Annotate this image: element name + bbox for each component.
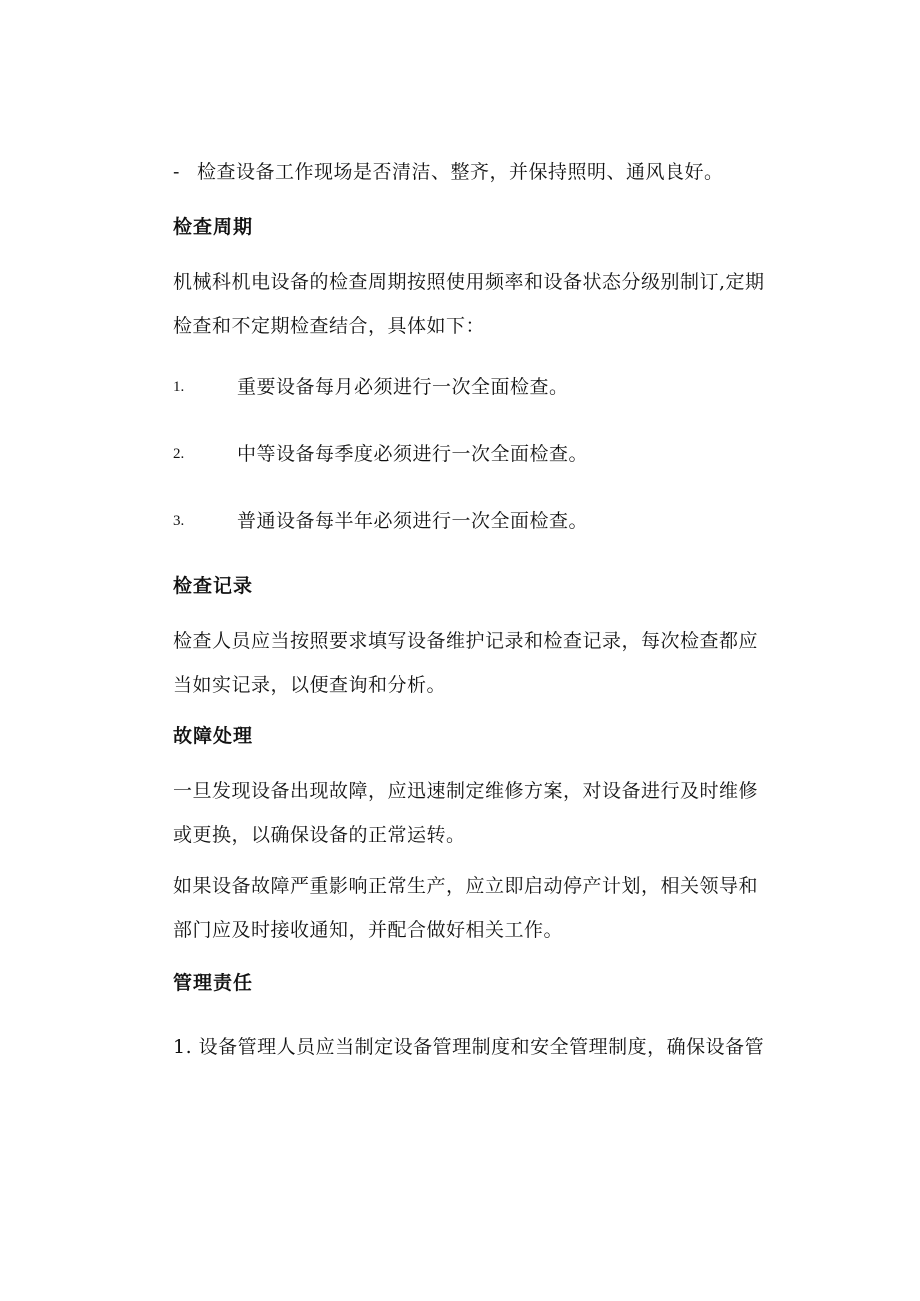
- cycle-item-2-number: 2.: [173, 446, 185, 462]
- cycle-item-1-number: 1.: [173, 379, 185, 395]
- cycle-intro-line-1: 机械科机电设备的检查周期按照使用频率和设备状态分级别制订,定期: [173, 271, 765, 293]
- cycle-item-3-text: 普通设备每半年必须进行一次全面检查。: [237, 510, 589, 532]
- records-line-2: 当如实记录，以便查询和分析。: [173, 674, 447, 696]
- bullet-marker: -: [173, 161, 180, 183]
- fault-p1-line-1: 一旦发现设备出现故障，应迅速制定维修方案，对设备进行及时维修: [173, 780, 759, 802]
- heading-management-responsibility: 管理责任: [173, 972, 254, 994]
- fault-p2-line-2: 部门应及时接收通知，并配合做好相关工作。: [173, 919, 564, 941]
- cycle-item-1-text: 重要设备每月必须进行一次全面检查。: [237, 376, 569, 398]
- fault-p2-line-1: 如果设备故障严重影响正常生产，应立即启动停产计划，相关领导和: [173, 875, 759, 897]
- cycle-intro-line-2: 检查和不定期检查结合，具体如下：: [173, 315, 486, 337]
- heading-inspection-records: 检查记录: [173, 575, 254, 597]
- bullet-text: 检查设备工作现场是否清洁、整齐，并保持照明、通风良好。: [197, 161, 724, 183]
- responsibility-item-1: 1. 设备管理人员应当制定设备管理制度和安全管理制度，确保设备管: [173, 1036, 765, 1058]
- cycle-item-2-text: 中等设备每季度必须进行一次全面检查。: [237, 443, 589, 465]
- records-line-1: 检查人员应当按照要求填写设备维护记录和检查记录，每次检查都应: [173, 630, 759, 652]
- cycle-item-3-number: 3.: [173, 513, 185, 529]
- fault-p1-line-2: 或更换，以确保设备的正常运转。: [173, 824, 466, 846]
- heading-inspection-cycle: 检查周期: [173, 216, 254, 238]
- heading-fault-handling: 故障处理: [173, 725, 254, 747]
